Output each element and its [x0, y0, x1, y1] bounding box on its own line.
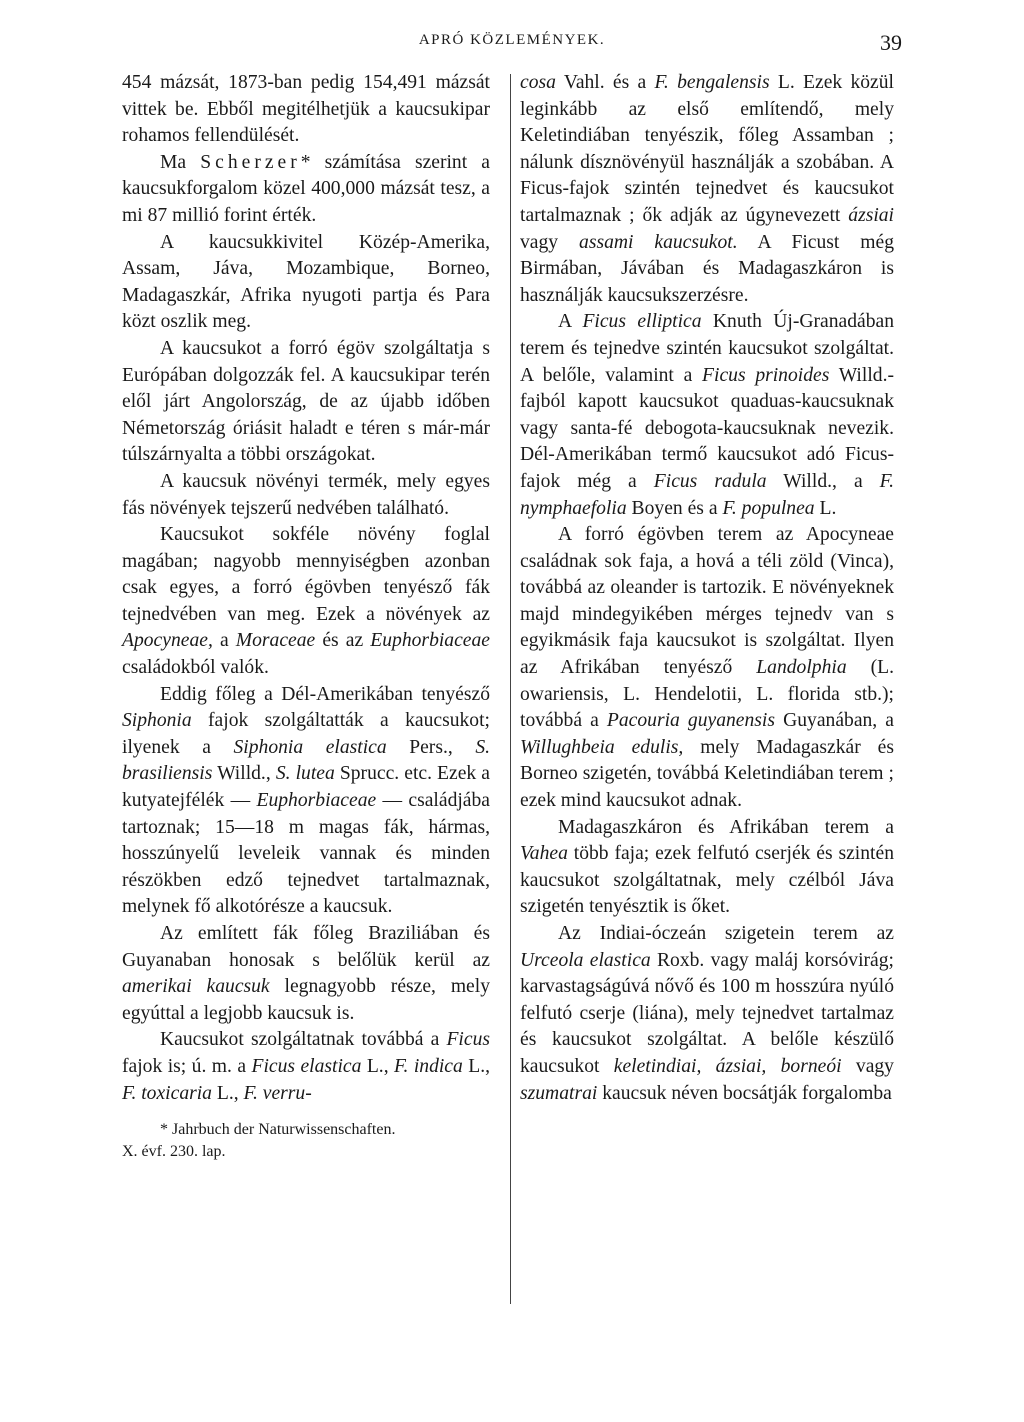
paragraph-5: A kaucsuk növényi termék, mely egyes fás növények tejszerű nedvében található. — [122, 470, 490, 519]
taxon-name: S. lutea — [275, 763, 335, 785]
taxon-name: F. toxicaria — [122, 1082, 212, 1104]
text-run: Sprucc. etc. Ezek a kutyatejfélék — — [122, 763, 490, 812]
page-number: 39 — [880, 30, 902, 55]
paragraph-r3 — [520, 522, 894, 815]
text-run: L., — [211, 1082, 244, 1104]
taxon-name: cosa — [520, 72, 556, 93]
taxon-name: F. bengalensis — [654, 72, 770, 93]
text-run: Willd., a — [766, 470, 880, 492]
column-divider — [510, 74, 511, 1304]
paragraph-7 — [122, 682, 490, 921]
taxon-name: Ficus elliptica — [582, 311, 702, 333]
emphasis: assami kaucsukot. — [579, 231, 738, 253]
taxon-name: Landolphia — [756, 657, 847, 679]
text-run: legnagyobb része, mely egyúttal a legjobb kaucsuk is. — [122, 976, 490, 1024]
taxon-name: Ficus elastica — [251, 1055, 362, 1077]
text-run: A forró égövben terem az Apocyneae családnak sok faja, a hová a téli zöld (Vinca), továbbá az oleander is tartozik. E növényeknek majd mindegyikében mérges tejnedv van s egyikmásik faja kaucsukot is szolgáltat. Ilyen az Afrikában tenyésző — [520, 524, 894, 679]
taxon-name: S. brasiliensis — [122, 736, 491, 785]
emphasis: szumatrai — [520, 1082, 598, 1104]
paragraph-1 — [122, 70, 490, 150]
text-run: Willd., — [212, 763, 276, 785]
emphasis: ázsiai — [848, 204, 894, 226]
footnote-line-1: * Jahrbuch der Naturwissenschaften. — [160, 1121, 396, 1139]
paragraph-4: A kaucsukot a forró égöv szolgáltatja s Európában dolgozzák fel. A kaucsukipar terén elől járt Angolország, de az újabb időben Németország óriásit haladt e téren s már-már túlszárnyalta a többi országokat. — [122, 337, 490, 466]
taxon-name: F. verru- — [243, 1082, 312, 1104]
text-run: a — [212, 630, 236, 652]
author-name: Scherzer — [200, 151, 301, 173]
emphasis: amerikai kaucsuk — [122, 976, 270, 998]
taxon-name: F. nymphaefolia — [520, 470, 895, 519]
paragraph-r2 — [520, 309, 894, 522]
paragraph-3: A kaucsukkivitel Közép-Amerika, Assam, Jáva, Mozambique, Borneo, Madagaszkár, Afrika nyugoti partja és Para közt oszlik meg. — [122, 231, 490, 333]
text-run: L. Ezek közül leginkább az első említendő, mely Keletindiában tenyészik, főleg Assamban ; nálunk dísznövényül használják a szobában. A Ficus-fajok szintén tejnedvet és kaucsukot tartalmaznak ; ők adják az úgynevezett — [520, 72, 894, 226]
taxon-name: Ficus radula — [653, 470, 767, 492]
paragraph-r5 — [520, 921, 894, 1107]
text-run: vagy — [841, 1055, 894, 1077]
right-column — [520, 70, 894, 1107]
taxon-name: F. populnea — [722, 497, 815, 519]
text-run: vagy — [520, 231, 580, 253]
paragraph-r1 — [520, 70, 894, 309]
text-run: A Ficust még Birmában, Jávában és Madagaszkáron is használják kaucsukszerzésre. — [520, 231, 894, 306]
text-run: fajok is; ú. m. a — [122, 1055, 252, 1077]
text-run: Eddig főleg a Dél-Amerikában tenyésző — [160, 683, 490, 705]
footnote-line-2: X. évf. 230. lap. — [122, 1143, 226, 1161]
taxon-name: Euphorbiaceae — [370, 630, 490, 652]
text-run: (L. owariensis, L. Hendelotii, L. florida stb.); továbbá a — [520, 657, 895, 732]
text-run: családokból valók. — [122, 657, 269, 679]
text-run: Kaucsukot sokféle növény foglal magában; nagyobb mennyiségben azonban csak egyes, a forró égövben tenyésző fák tejnedvében van meg. Ezek a növények az — [122, 524, 490, 625]
taxon-name: Pacouria guyanensis — [606, 710, 775, 732]
text-run: A — [558, 311, 583, 333]
text-run: Az említett fák főleg Braziliában és Guyanaban honosak s belőlük kerül az — [122, 923, 490, 971]
text-run: * számítása szerint a kaucsukforgalom közel 400,000 mázsát tesz, a mi 87 millió forint érték. — [122, 151, 490, 226]
taxon-name: Ficus prinoides — [702, 364, 830, 386]
text-run: Boyen és a — [626, 497, 723, 519]
taxon-name: Willughbeia edulis, — [520, 736, 684, 758]
text-run: Kaucsukot szolgáltatnak továbbá a — [160, 1029, 447, 1051]
text-run: Pers., — [386, 736, 476, 758]
text-run: Roxb. vagy maláj korsóvirág; karvastagságúvá nővő és 100 m hosszúra nyúló felfutó cserje (liána), mely tejnedvet tartalmaz és kaucsukot szolgáltat. A belőle készülő kaucsukot — [520, 949, 894, 1077]
footnote-spacer — [122, 1107, 490, 1119]
taxon-name: Siphonia — [122, 710, 192, 732]
text-run: több faja; ezek felfutó cserjék és szintén kaucsukot szolgáltatnak, mely czélból Jáva szigetén tenyésztik is őket. — [520, 843, 894, 918]
paragraph-8 — [122, 921, 490, 1027]
text-run: Guyanában, a — [775, 710, 894, 732]
taxon-name: F. indica — [394, 1055, 463, 1077]
text-run: fajok szolgáltatták a kaucsukot; ilyenek a — [122, 710, 490, 758]
text-run: 454 mázsát, 1873-ban pedig 154,491 mázsát vittek be. Ebből megitélhetjük a kaucsukipar rohamos fellendülését. — [122, 72, 490, 147]
paragraph-6 — [122, 522, 490, 682]
taxon-name: Euphorbiaceae — [256, 790, 377, 812]
text-run: — családjába tartoznak; 15—18 m magas fák, hármas, hosszúnyelű leveleik vannak és minden részökben edző tejnedvet tartalmaznak, melynek fő alkotórésze a kaucsuk. — [122, 790, 490, 918]
paragraph-2 — [122, 150, 490, 230]
text-run: L. — [814, 497, 837, 519]
text-run: Madagaszkáron és Afrikában terem a — [558, 816, 894, 838]
running-title: APRÓ KÖZLEMÉNYEK. — [418, 32, 606, 48]
paragraph-r4 — [520, 815, 894, 921]
emphasis: keletindiai, ázsiai, borneói — [613, 1055, 842, 1077]
text-run: kaucsuk néven bocsátják forgalomba — [597, 1082, 892, 1104]
text-run: L., — [462, 1055, 491, 1077]
taxon-name: Apocyneae, — [122, 630, 213, 652]
text-run: mely Madagaszkár és Borneo szigetén, továbbá Keletindiában terem ; ezek mind kaucsukot adnak. — [520, 736, 894, 812]
taxon-name: Siphonia elastica — [233, 736, 387, 758]
taxon-name: Moraceae — [235, 630, 316, 652]
text-run: Vahl. és a — [555, 72, 655, 93]
left-column — [122, 70, 490, 1163]
text-run: Willd.-fajból kapott kaucsukot quaduas-kaucsuknak vagy santa-fé debogota-kaucsuknak nevezik. Dél-Amerikában termő kaucsukot adó Ficus-fajok még a — [520, 364, 894, 492]
text-run: Az Indiai-óczeán szigetein terem az — [558, 923, 894, 944]
text-run: Knuth Új-Granadában terem és tejnedve szintén kaucsukot szolgáltat. A belőle, valamint a — [520, 311, 894, 386]
taxon-name: Ficus — [446, 1029, 490, 1051]
text-run: és az — [315, 630, 371, 652]
taxon-name: Vahea — [520, 843, 568, 865]
taxon-name: Urceola elastica — [520, 949, 651, 971]
text-run: L., — [361, 1055, 395, 1077]
paragraph-9 — [122, 1027, 490, 1107]
text-run: Ma — [160, 151, 201, 173]
